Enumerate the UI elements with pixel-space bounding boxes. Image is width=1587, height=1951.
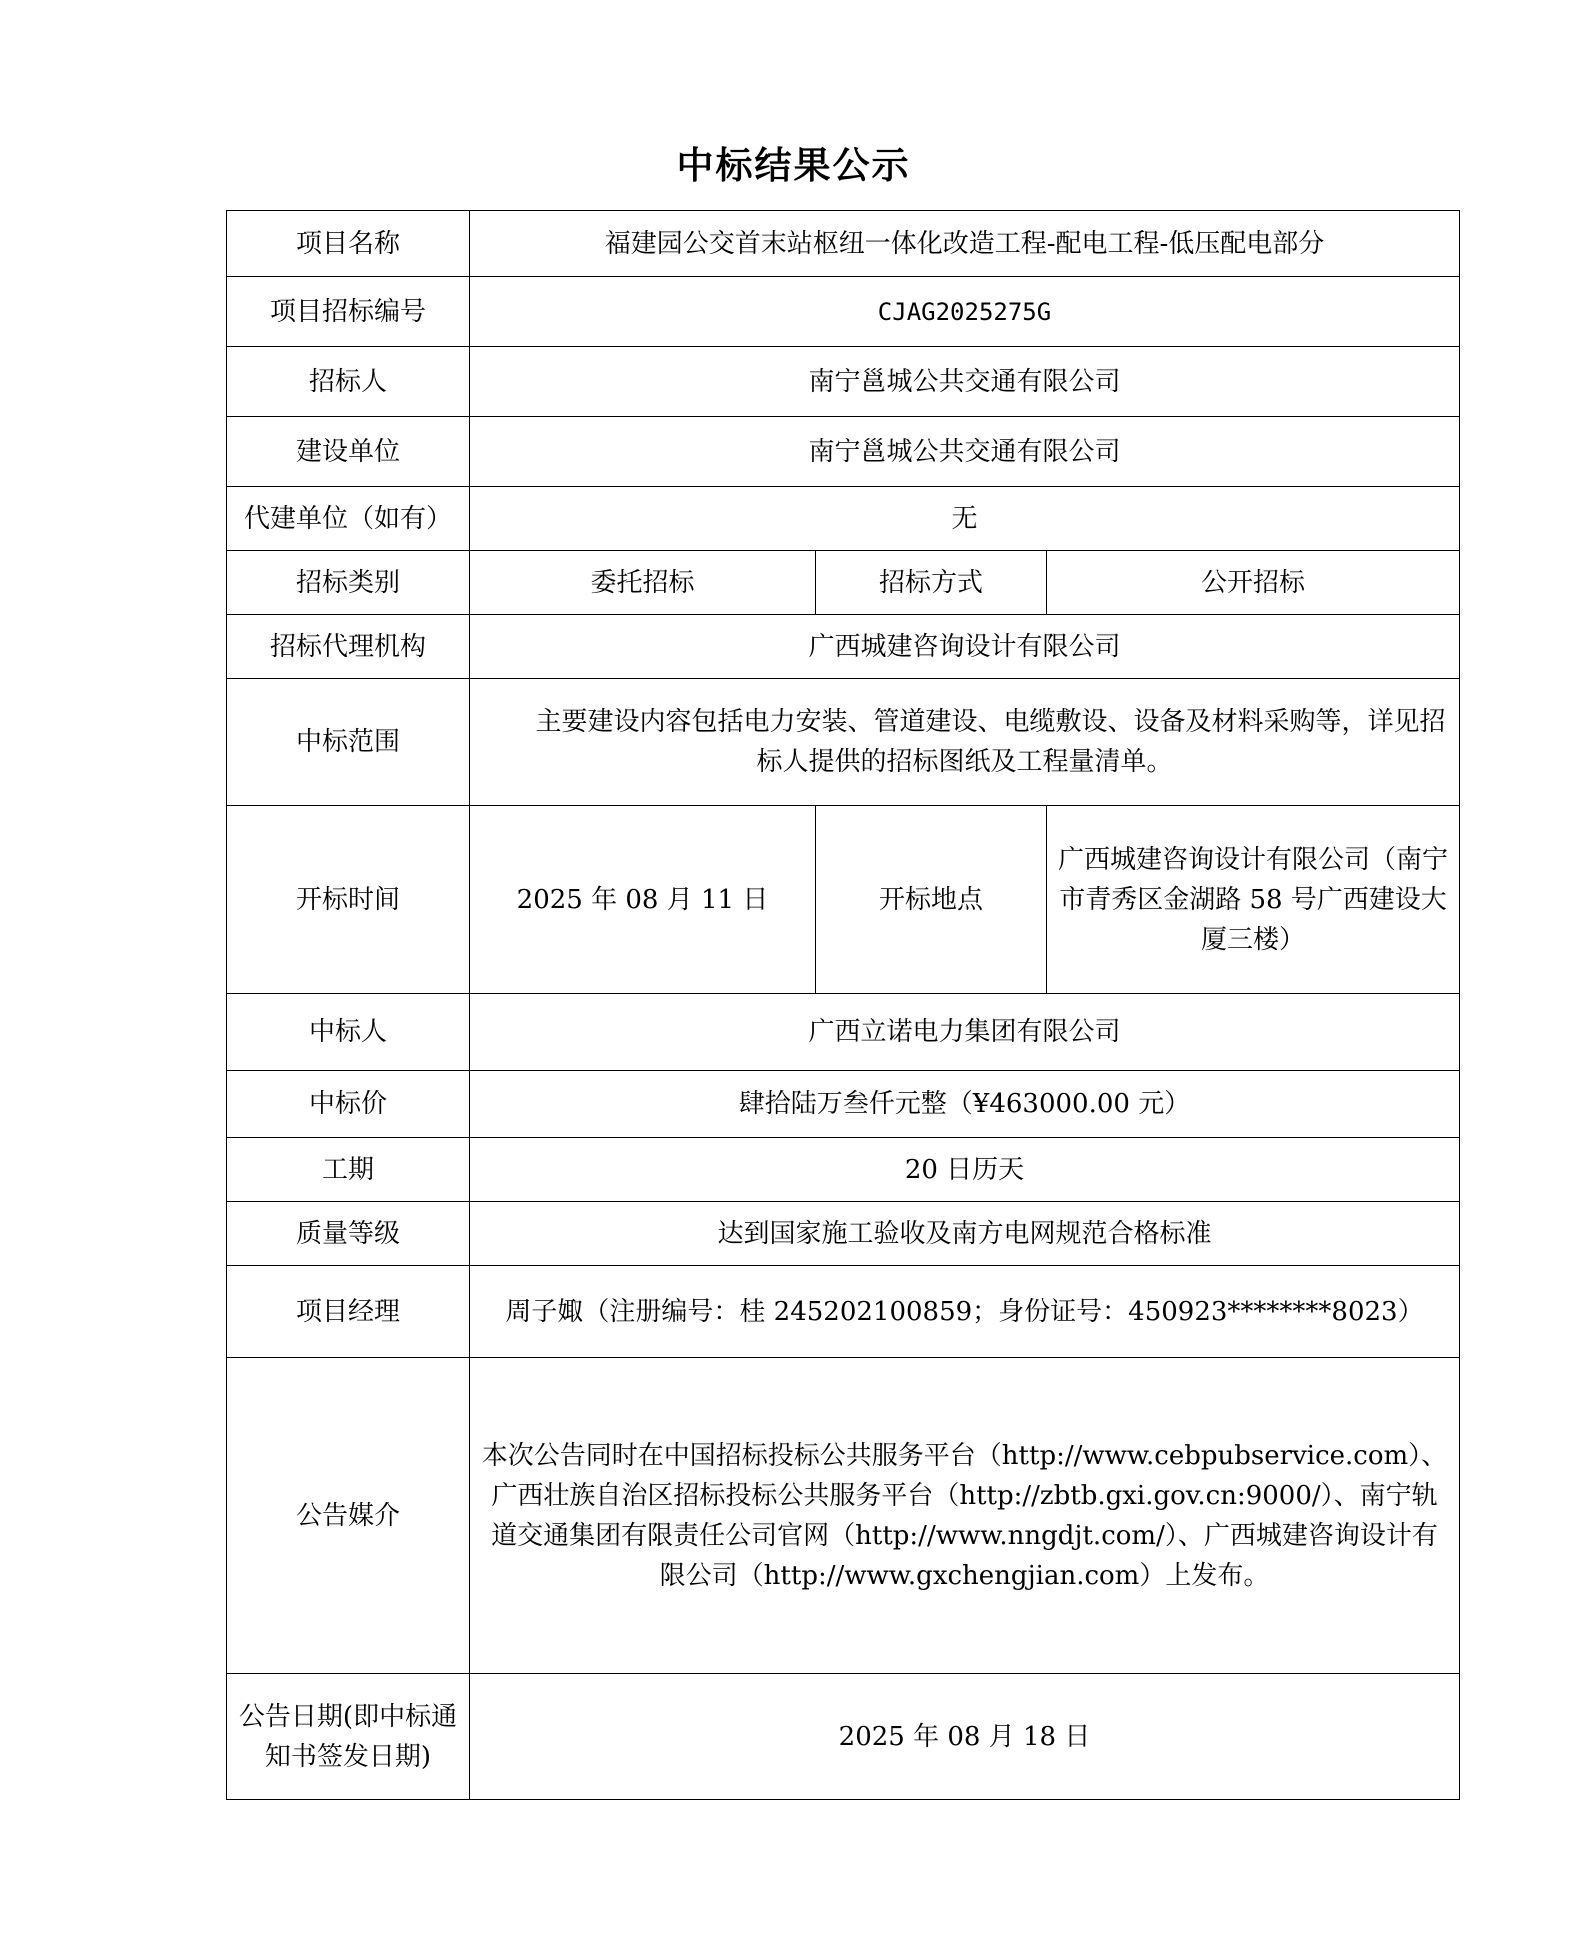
bid-result-table — [226, 210, 1460, 1800]
row-quality — [227, 1202, 1460, 1266]
row-media — [227, 1358, 1460, 1674]
row-agent-builder — [227, 487, 1460, 551]
row-scope — [227, 679, 1460, 806]
page-title: 中标结果公示 — [676, 143, 911, 187]
bid-number-label: 项目招标编号 — [227, 277, 470, 347]
row-tenderer — [227, 347, 1460, 417]
agent-builder-label: 代建单位（如有） — [227, 487, 470, 551]
scope-text: 主要建设内容包括电力安装、管道建设、电缆敷设、设备及材料采购等，详见招标人提供的招标图纸及工程量清单。 — [535, 707, 1446, 777]
media-label: 公告媒介 — [227, 1358, 470, 1674]
row-duration — [227, 1138, 1460, 1202]
tender-category-label: 招标类别 — [227, 551, 470, 615]
row-notice-date — [227, 1674, 1460, 1800]
scope-label: 中标范围 — [227, 679, 470, 806]
media-value: 本次公告同时在中国招标投标公共服务平台（http://www.cebpubservice.com）、广西壮族自治区招标投标公共服务平台（http://zbtb.gxi.gov.cn:9000/）、南宁轨道交通集团有限责任公司官网（http://www.nngdjt.com/）、广西城建咨询设计有限公司（http://www.gxchengjian.com）上发布。 — [470, 1358, 1460, 1674]
opening-time-label: 开标时间 — [227, 806, 470, 994]
scope-value — [470, 679, 1460, 806]
agent-builder-value: 无 — [470, 487, 1460, 551]
row-bid-number — [227, 277, 1460, 347]
bid-number-value: CJAG2025275G — [470, 277, 1460, 347]
row-opening — [227, 806, 1460, 994]
construction-unit-value: 南宁邕城公共交通有限公司 — [470, 417, 1460, 487]
row-tender-category — [227, 551, 1460, 615]
row-manager — [227, 1266, 1460, 1358]
row-tender-agency — [227, 615, 1460, 679]
tenderer-value: 南宁邕城公共交通有限公司 — [470, 347, 1460, 417]
project-name-label: 项目名称 — [227, 211, 470, 277]
winner-label: 中标人 — [227, 994, 470, 1071]
opening-place-value: 广西城建咨询设计有限公司（南宁市青秀区金湖路 58 号广西建设大厦三楼） — [1047, 806, 1460, 994]
duration-label: 工期 — [227, 1138, 470, 1202]
price-value: 肆拾陆万叁仟元整（¥463000.00 元） — [470, 1071, 1460, 1138]
tender-method-value: 公开招标 — [1047, 551, 1460, 615]
manager-label: 项目经理 — [227, 1266, 470, 1358]
row-construction-unit — [227, 417, 1460, 487]
quality-value: 达到国家施工验收及南方电网规范合格标准 — [470, 1202, 1460, 1266]
row-project-name — [227, 211, 1460, 277]
price-label: 中标价 — [227, 1071, 470, 1138]
opening-place-label: 开标地点 — [816, 806, 1047, 994]
manager-value: 周子娵（注册编号：桂 245202100859；身份证号：450923********8023） — [470, 1266, 1460, 1358]
tenderer-label: 招标人 — [227, 347, 470, 417]
project-name-value: 福建园公交首末站枢纽一体化改造工程-配电工程-低压配电部分 — [470, 211, 1460, 277]
tender-method-label: 招标方式 — [816, 551, 1047, 615]
notice-date-label: 公告日期(即中标通知书签发日期) — [227, 1674, 470, 1800]
duration-value: 20 日历天 — [470, 1138, 1460, 1202]
tender-agency-value: 广西城建咨询设计有限公司 — [470, 615, 1460, 679]
tender-category-value: 委托招标 — [470, 551, 816, 615]
opening-time-value: 2025 年 08 月 11 日 — [470, 806, 816, 994]
row-price — [227, 1071, 1460, 1138]
quality-label: 质量等级 — [227, 1202, 470, 1266]
row-winner — [227, 994, 1460, 1071]
construction-unit-label: 建设单位 — [227, 417, 470, 487]
winner-value: 广西立诺电力集团有限公司 — [470, 994, 1460, 1071]
tender-agency-label: 招标代理机构 — [227, 615, 470, 679]
notice-date-value: 2025 年 08 月 18 日 — [470, 1674, 1460, 1800]
